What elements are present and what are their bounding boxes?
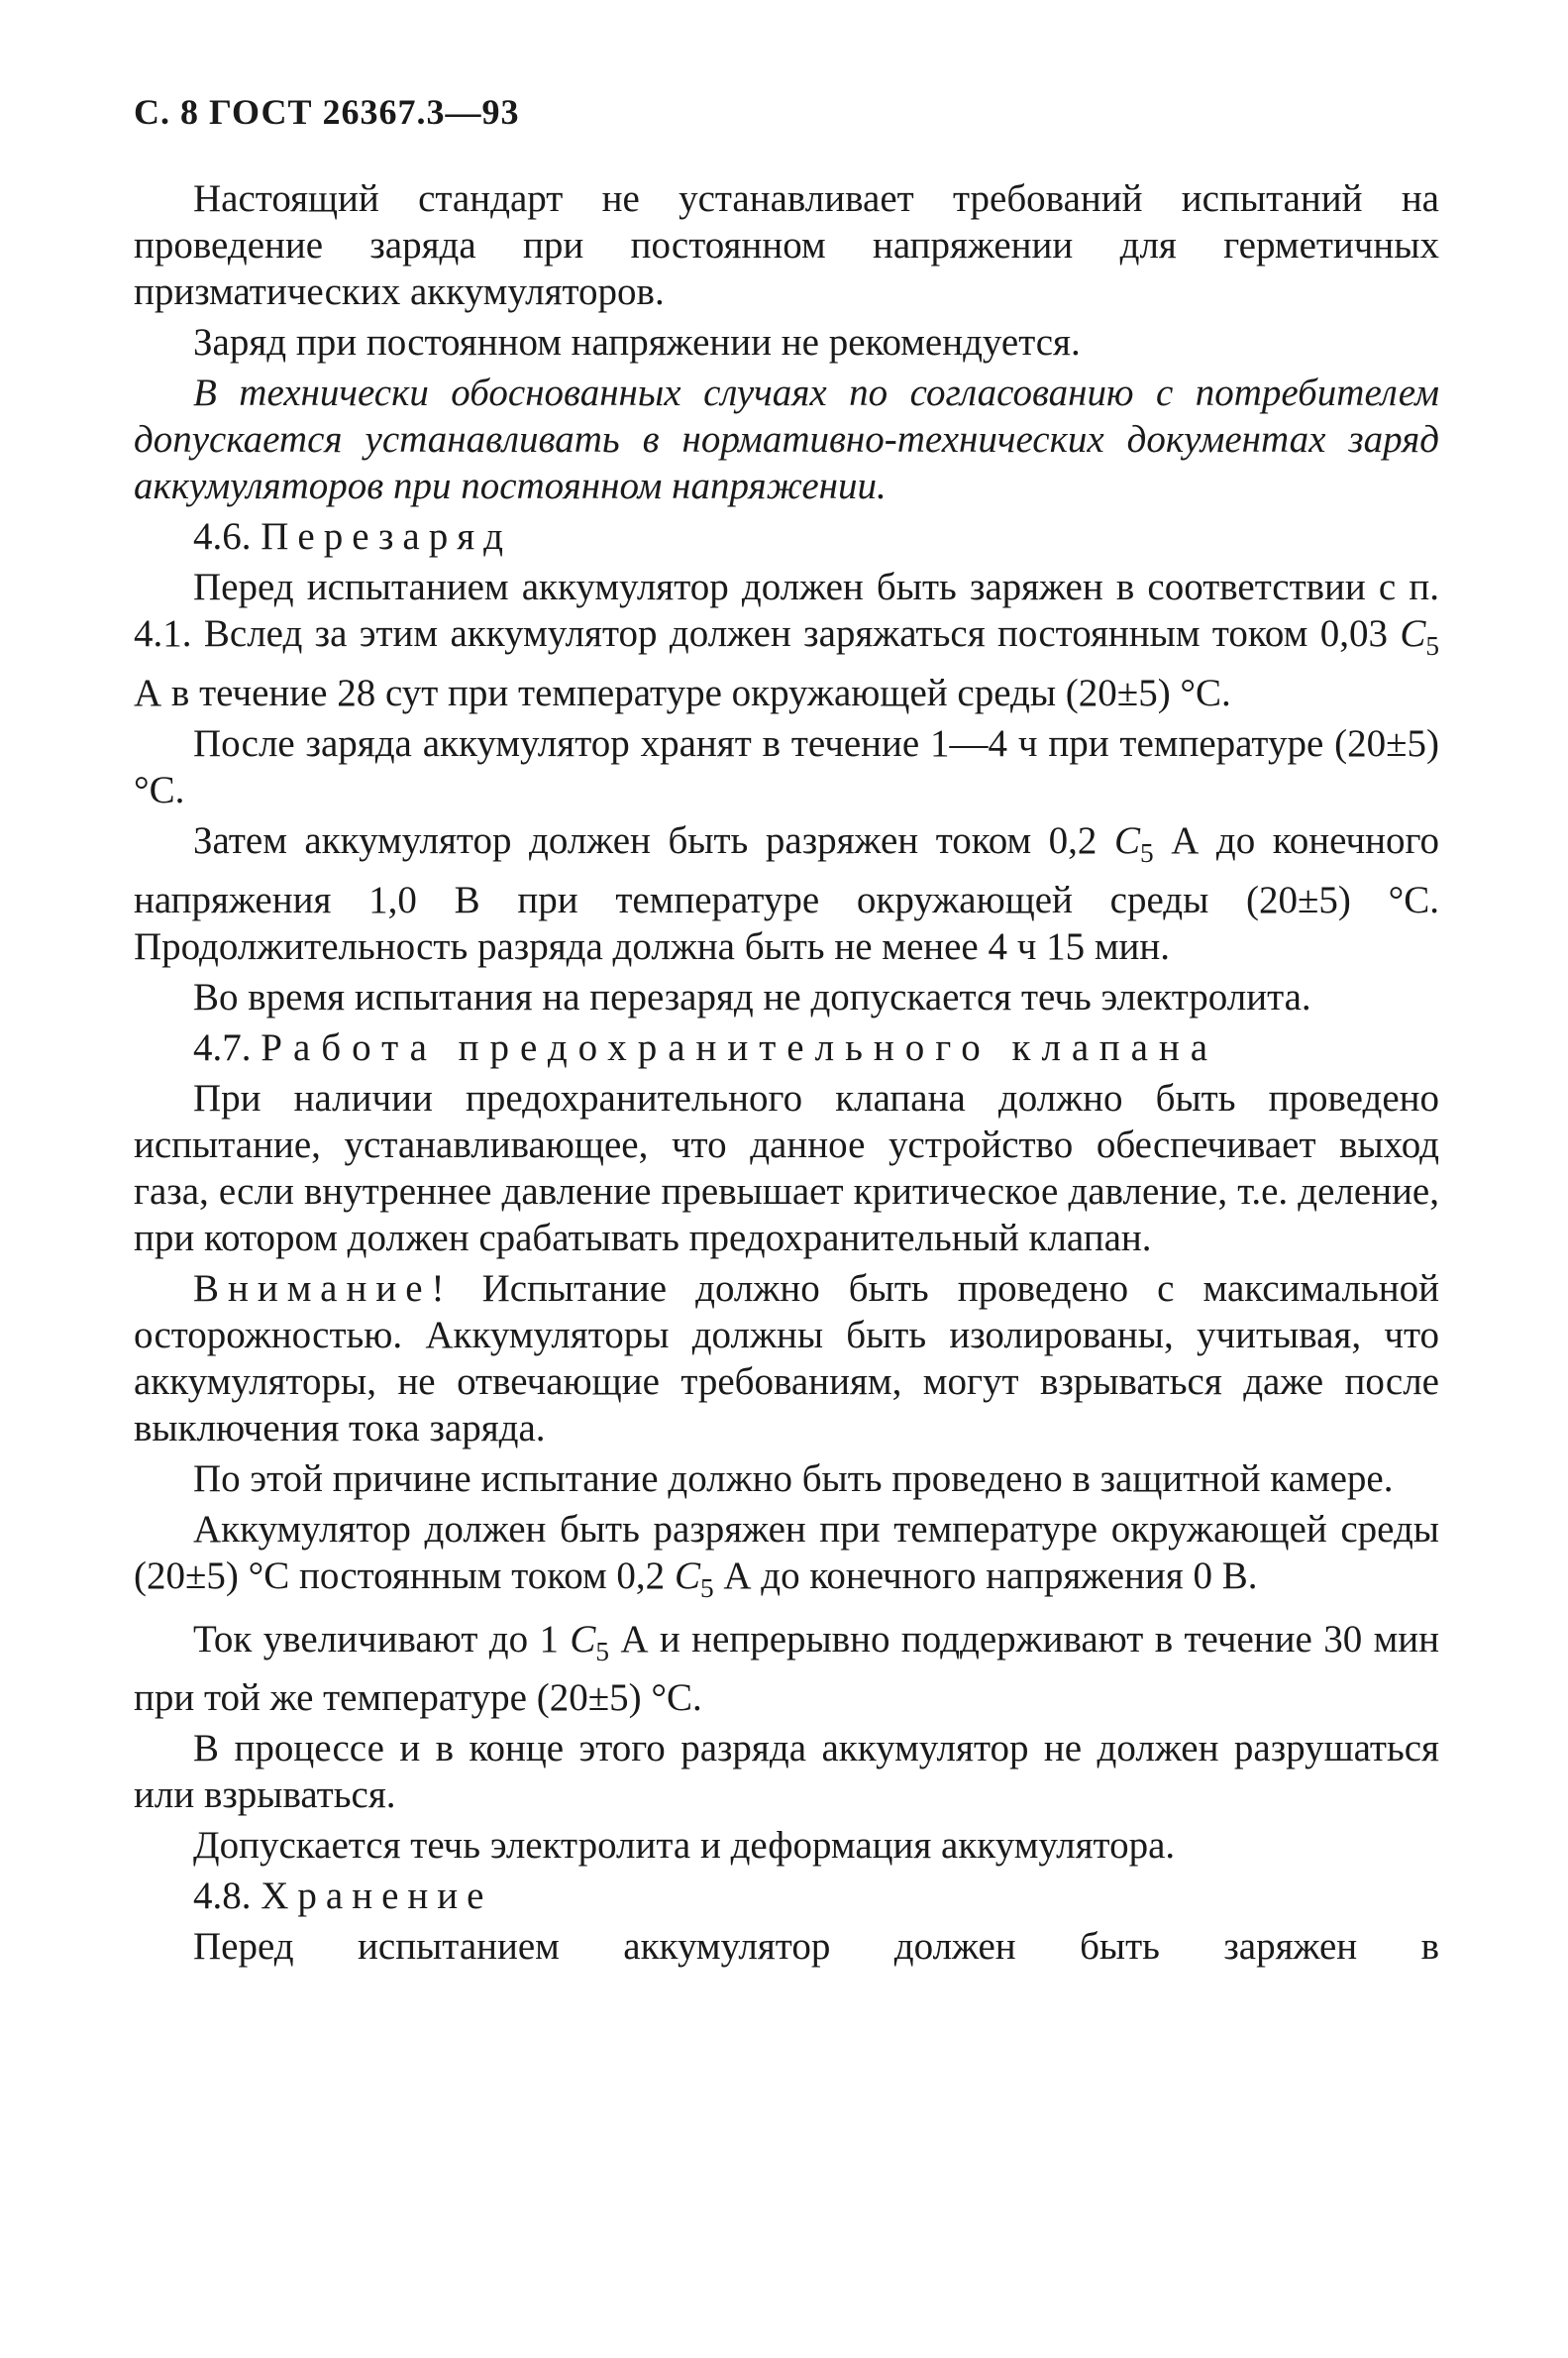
paragraph: По этой причине испытание должно быть проведено в защитной камере. — [193, 1456, 1394, 1500]
paragraph: После заряда аккумулятор хранят в течение 1—4 ч при температуре (20±5) °С. — [134, 721, 1439, 811]
paragraph: Допускается течь электролита и деформация аккумулятора. — [193, 1824, 1176, 1868]
paragraph: В процессе и в конце этого разряда аккумулятор не должен разрушаться или взрываться. — [134, 1727, 1439, 1817]
section-title: Работа предохранительного клапана — [261, 1025, 1219, 1069]
document-page — [134, 91, 1439, 1974]
section-heading-4-7 — [134, 1024, 1439, 1071]
paragraph: Перед испытанием аккумулятор должен быть заряжен в — [193, 1925, 1439, 1969]
section-number: 4.7. — [193, 1025, 252, 1069]
section-title: Перезаряд — [261, 515, 513, 559]
paragraph: Затем аккумулятор должен быть разряжен током 0,2 $C_5$ А до конечного напряжения 1,0 В при температуре окружающей среды (20±5) °С. Продолжительность разряда должна быть не менее 4 ч 15 мин. — [134, 818, 1439, 968]
warning-label: Внимание! — [193, 1266, 454, 1310]
paragraph: Во время испытания на перезаряд не допускается течь электролита. — [193, 975, 1311, 1018]
paragraph: Перед испытанием аккумулятор должен быть заряжен в соответствии с п. 4.1. Вслед за этим аккумулятор должен заряжаться постоянным током 0,03 $C_5$ А в течение 28 сут при температуре окружающей среды (20±5) °С. — [134, 566, 1439, 714]
section-title: Хранение — [261, 1875, 493, 1918]
paragraph: Аккумулятор должен быть разряжен при температуре окружающей среды (20±5) °С постоянным током 0,2 $C_5$ А до конечного напряжения 0 В. — [134, 1507, 1439, 1603]
page-header: С. 8 ГОСТ 26367.3—93 — [134, 92, 520, 132]
paragraph: Заряд при постоянном напряжении не рекомендуется. — [193, 321, 1081, 365]
paragraph: Ток увеличивают до 1 $C_5$ А и непрерывно поддерживают в течение 30 мин при той же температуре (20±5) °С. — [134, 1617, 1439, 1720]
section-number: 4.6. — [193, 515, 252, 559]
paragraph: При наличии предохранительного клапана должно быть проведено испытание, устанавливающее, что данное устройство обеспечивает выход газа, если внутреннее давление превышает критическое давление, т.е. деление, при котором должен срабатывать предохранительный клапан. — [134, 1076, 1439, 1259]
section-heading-4-8 — [134, 1873, 1439, 1919]
paragraph: Настоящий стандарт не устанавливает требований испытаний на проведение заряда при постоянном напряжении для герметичных призматических аккумуляторов. — [134, 177, 1439, 314]
paragraph-italic: В технически обоснованных случаях по согласованию с потребителем допускается устанавливать в нормативно-технических документах заряд аккумуляторов при постоянном напряжении. — [134, 372, 1439, 508]
section-heading-4-6 — [134, 513, 1439, 560]
paragraph-warning: Внимание! Испытание должно быть проведено с максимальной осторожностью. Аккумуляторы должны быть изолированы, учитывая, что аккумуляторы, не отвечающие требованиям, могут взрываться даже после выключения тока заряда. — [134, 1266, 1439, 1449]
section-number: 4.8. — [193, 1875, 252, 1918]
